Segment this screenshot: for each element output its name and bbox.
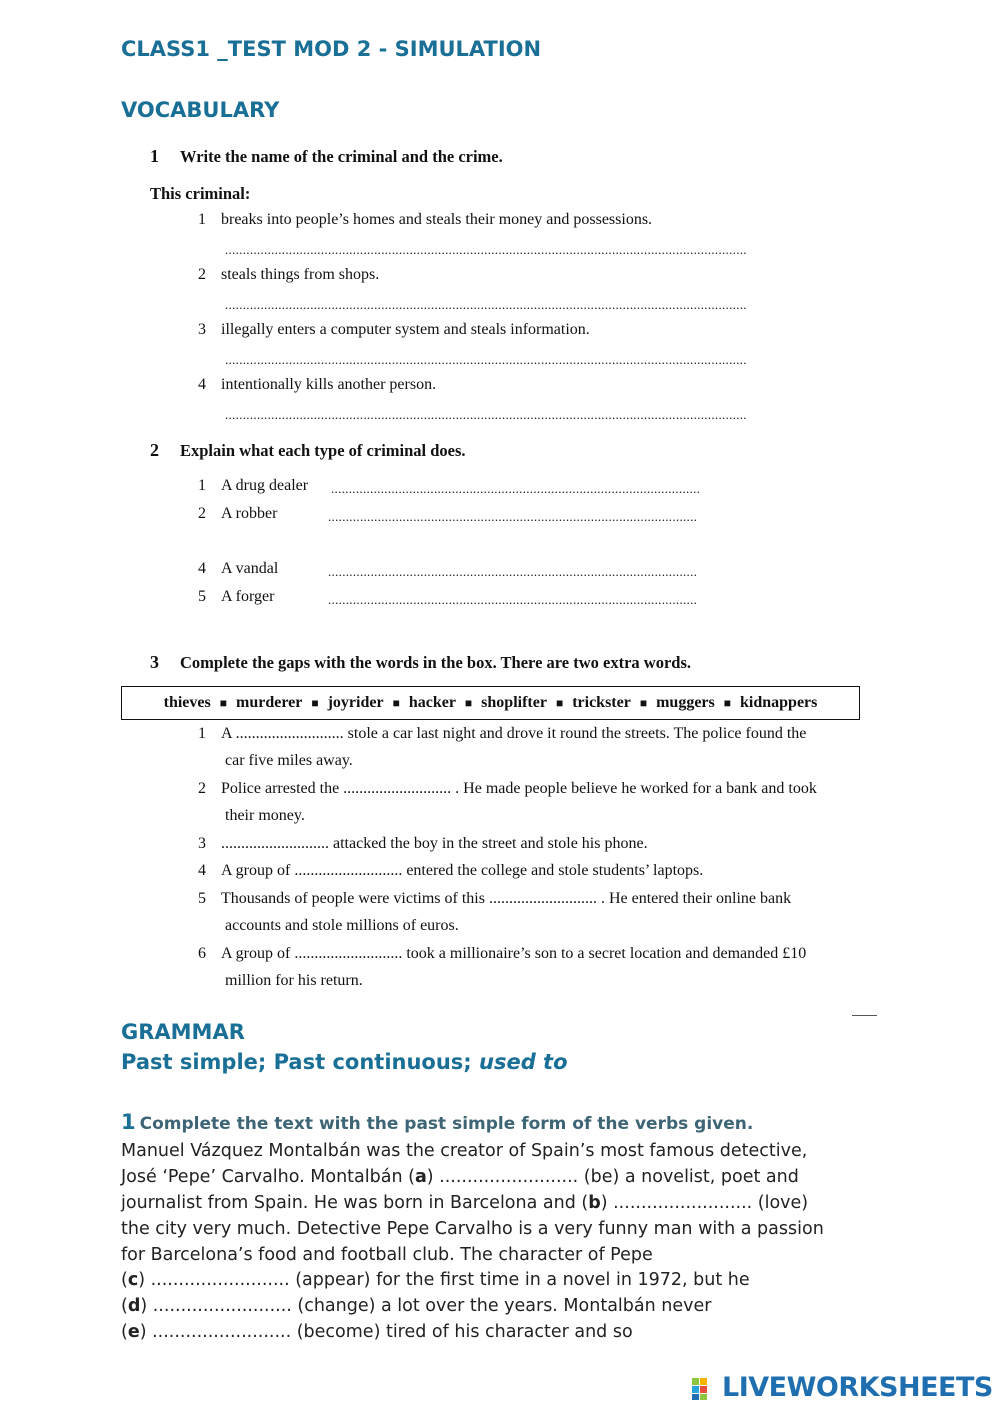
separator-icon: ■ — [311, 695, 319, 710]
text-fragment: José ‘Pepe’ Carvalho. Montalbán ( — [121, 1167, 415, 1187]
item-line: A group of ........................... entered the college and stole students’ laptops. — [221, 862, 704, 879]
grammar-q1-instruction: Complete the text with the past simple form of the verbs given. — [139, 1114, 754, 1134]
word-box-word: shoplifter — [481, 694, 547, 711]
separator-icon: ■ — [555, 695, 564, 710]
score-line — [852, 1015, 877, 1016]
item-number: 2 — [198, 780, 206, 797]
item-line: accounts and stole millions of euros. — [225, 917, 459, 934]
grammar-subtitle-italic: used to — [479, 1050, 568, 1074]
item-number: 4 — [198, 560, 206, 577]
item-line: Police arrested the ........................... . He made people believe he worked for a bank and took — [221, 780, 817, 797]
vocab-q2-instruction: Explain what each type of criminal does. — [180, 441, 466, 460]
vocabulary-heading: VOCABULARY — [121, 98, 280, 122]
open-paren: ( — [121, 1322, 128, 1342]
item-line: million for his return. — [225, 972, 363, 989]
grammar-text-line: the city very much. Detective Pepe Carvalho is a very funny man with a passion — [121, 1219, 824, 1239]
vocab-q2-number: 2 — [150, 440, 159, 460]
item-label: A vandal — [221, 560, 279, 577]
answer-line[interactable]: ........................................................................................................ — [328, 509, 698, 524]
gap-a-input[interactable]: ) ......................... (be) a novelist, poet and — [426, 1167, 799, 1187]
grammar-text-line — [121, 1322, 633, 1342]
vocab-q1-instruction: Write the name of the criminal and the crime. — [180, 147, 503, 166]
answer-line[interactable]: ........................................................................................................ — [328, 592, 698, 607]
answer-line[interactable]: ........................................................................................................ — [331, 481, 701, 496]
word-box-word: murderer — [235, 694, 303, 711]
grammar-text-line — [121, 1167, 799, 1187]
vocab-q1-lead: This criminal: — [150, 184, 251, 203]
answer-line[interactable]: ................................................................................................................................................... — [225, 407, 747, 422]
word-box-word: thieves — [163, 694, 211, 711]
grammar-text-line — [121, 1270, 750, 1290]
item-line: A ........................... stole a car last night and drove it round the streets. The police found the — [221, 725, 807, 742]
grammar-heading: GRAMMAR — [121, 1020, 245, 1044]
item-number: 1 — [198, 725, 206, 742]
liveworksheets-logo-text: LIVEWORKSHEETS — [722, 1372, 993, 1403]
grammar-text-line — [121, 1193, 808, 1213]
item-line: their money. — [225, 807, 305, 824]
grammar-q1-header — [121, 1110, 753, 1134]
item-line: car five miles away. — [225, 752, 353, 769]
gap-b-input[interactable]: ) ......................... (love) — [600, 1193, 809, 1213]
item-text: illegally enters a computer system and steals information. — [221, 321, 590, 338]
item-number: 1 — [198, 477, 206, 494]
word-box-word: hacker — [408, 694, 456, 711]
separator-icon: ■ — [392, 695, 400, 710]
item-label: A drug dealer — [221, 477, 309, 494]
word-box-word: kidnappers — [740, 694, 818, 711]
open-paren: ( — [121, 1270, 128, 1290]
item-number: 5 — [198, 588, 206, 605]
liveworksheets-logo — [690, 1372, 993, 1403]
item-line: ........................... attacked the boy in the street and stole his phone. — [221, 835, 648, 852]
answer-line[interactable]: ................................................................................................................................................... — [225, 297, 747, 312]
gap-c-input[interactable]: ) ......................... (appear) for the first time in a novel in 1972, but he — [138, 1270, 750, 1290]
item-number: 1 — [198, 211, 206, 228]
page-title: CLASS1 _TEST MOD 2 - SIMULATION — [121, 37, 542, 61]
item-number: 4 — [198, 376, 206, 393]
grammar-text-line — [121, 1296, 711, 1316]
item-text: steals things from shops. — [221, 266, 380, 283]
vocab-q3-number: 3 — [150, 652, 159, 672]
item-text: intentionally kills another person. — [221, 376, 437, 393]
open-paren: ( — [121, 1296, 128, 1316]
word-box-word: trickster — [572, 694, 631, 711]
answer-line[interactable]: ........................................................................................................ — [328, 564, 698, 579]
item-number: 3 — [198, 321, 206, 338]
item-text: breaks into people’s homes and steals their money and possessions. — [221, 211, 653, 228]
item-line: A group of ........................... took a millionaire’s son to a secret location and demanded £10 — [221, 945, 807, 962]
item-label: A forger — [221, 588, 275, 605]
gap-letter: b — [588, 1193, 601, 1213]
answer-line[interactable]: ................................................................................................................................................... — [225, 352, 747, 367]
item-label: A robber — [221, 505, 278, 522]
grammar-subtitle-plain: Past simple; Past continuous; — [121, 1050, 480, 1074]
vocab-q1-number: 1 — [150, 146, 159, 166]
item-number: 2 — [198, 266, 206, 283]
grammar-text-line: Manuel Vázquez Montalbán was the creator of Spain’s most famous detective, — [121, 1141, 808, 1161]
separator-icon: ■ — [639, 695, 648, 710]
item-number: 6 — [198, 945, 206, 962]
answer-line[interactable]: ................................................................................................................................................... — [225, 242, 747, 257]
separator-icon: ■ — [464, 695, 473, 710]
item-number: 3 — [198, 835, 206, 852]
liveworksheets-logo-icon — [690, 1374, 718, 1402]
separator-icon: ■ — [723, 695, 731, 710]
gap-letter: a — [414, 1167, 427, 1187]
vocab-q3-instruction: Complete the gaps with the words in the box. There are two extra words. — [180, 653, 692, 672]
gap-letter: e — [127, 1322, 140, 1342]
item-number: 4 — [198, 862, 206, 879]
grammar-subtitle — [121, 1050, 568, 1074]
grammar-q1-number: 1 — [121, 1110, 136, 1134]
word-box — [121, 686, 860, 720]
separator-icon: ■ — [219, 695, 227, 710]
gap-d-input[interactable]: ) ......................... (change) a lot over the years. Montalbán never — [140, 1296, 712, 1316]
word-box-word: joyrider — [327, 694, 384, 711]
gap-e-input[interactable]: ) ......................... (become) tired of his character and so — [139, 1322, 633, 1342]
word-box-word: muggers — [656, 694, 715, 711]
grammar-text-line: for Barcelona’s food and football club. The character of Pepe — [121, 1245, 653, 1265]
item-line: Thousands of people were victims of this ........................... . He entered their online bank — [221, 890, 792, 907]
text-fragment: journalist from Spain. He was born in Barcelona and ( — [121, 1193, 589, 1213]
gap-letter: d — [127, 1296, 141, 1316]
item-number: 2 — [198, 505, 206, 522]
gap-letter: c — [127, 1270, 139, 1290]
item-number: 5 — [198, 890, 206, 907]
